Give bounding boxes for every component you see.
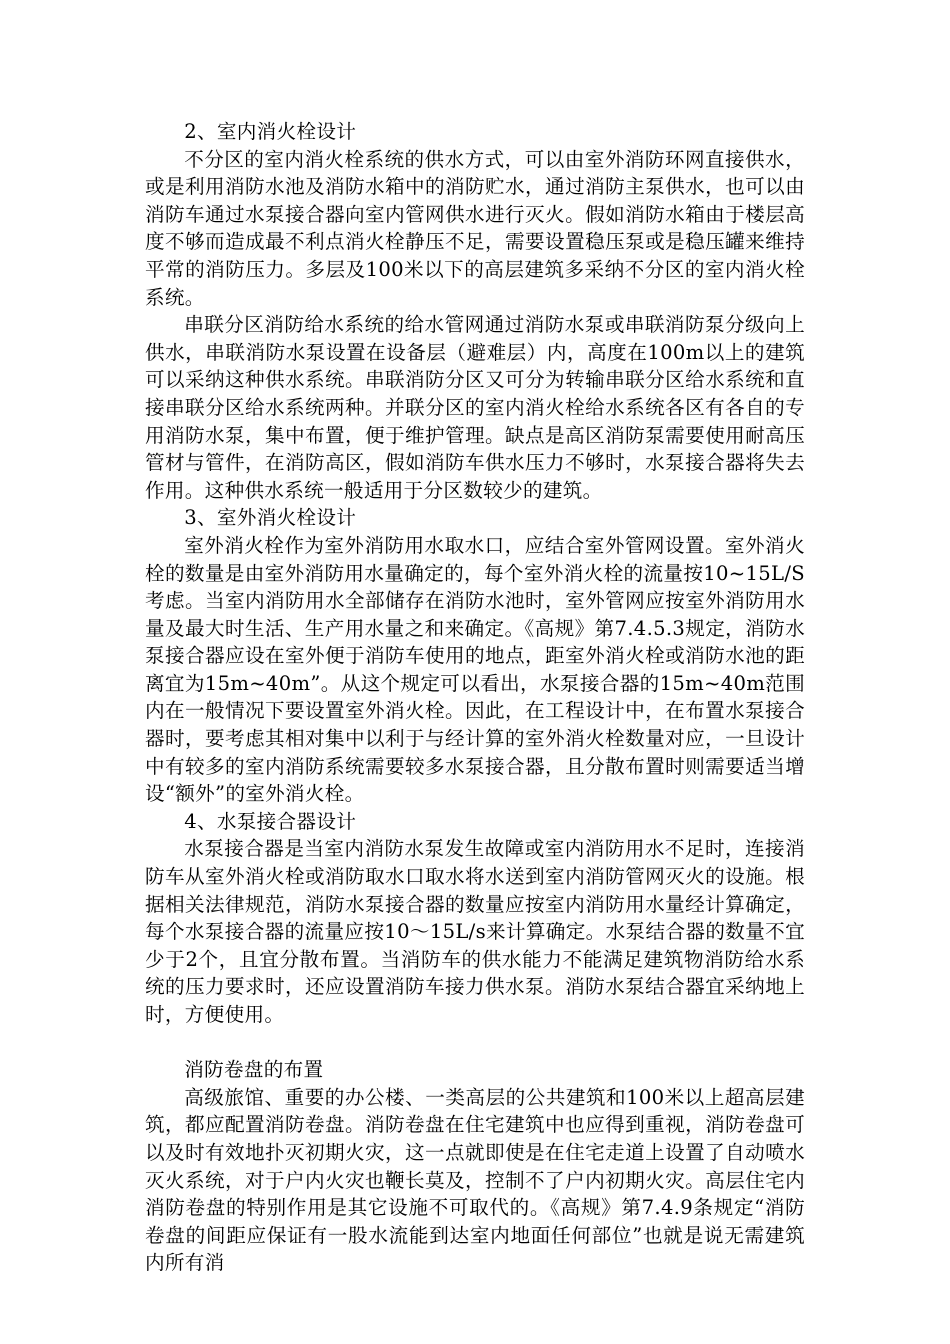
paragraph-non-zoned-system: 不分区的室内消火栓系统的供水方式，可以由室外消防环网直接供水，或是利用消防水池及消防水箱中的消防贮水，通过消防主泵供水，也可以由消防车通过水泵接合器向室内管网供水进行灭火。假如消防水箱由于楼层高度不够而造成最不利点消火栓静压不足，需要设置稳压泵或是稳压罐来维持平常的消防压力。多层及100米以下的高层建筑多采纳不分区的室内消火栓系统。 bbox=[145, 147, 805, 309]
paragraph-outdoor-hydrant: 室外消火栓作为室外消防用水取水口，应结合室外管网设置。室外消火栓的数量是由室外消防用水量确定的，每个室外消火栓的流量按10~15L/S考虑。当室内消防用水全部储存在消防水池时，室外管网应按室外消防用水量及最大时生活、生产用水量之和来确定。《高规》第7.4.5.3规定，消防水泵接合器应设在室外便于消防车使用的地点，距室外消火栓或消防水池的距离宜为15m~40m”。从这个规定可以看出，水泵接合器的15m~40m范围内在一般情况下要设置室外消火栓。因此，在工程设计中，在布置水泵接合器时，要考虑其相对集中以利于与经计算的室外消火栓数量对应，一旦设计中有较多的室内消防系统需要较多水泵接合器，且分散布置时则需要适当增设“额外”的室外消火栓。 bbox=[145, 533, 805, 806]
section-heading-hose-reel: 消防卷盘的布置 bbox=[184, 1058, 324, 1082]
paragraph-pump-adapter: 水泵接合器是当室内消防水泵发生故障或室内消防用水不足时，连接消防车从室外消火栓或消防取水口取水将水送到室内消防管网灭火的设施。根据相关法律规范，消防水泵接合器的数量应按室内消防用水量经计算确定，每个水泵接合器的流量应按10～15L/s来计算确定。水泵结合器的数量不宜少于2个，且宜分散布置。当消防车的供水能力不能满足建筑物消防给水系统的压力要求时，还应设置消防车接力供水泵。消防水泵结合器宜采纳地上时，方便使用。 bbox=[145, 837, 805, 1026]
blank-line bbox=[145, 1029, 805, 1057]
document-body bbox=[145, 118, 805, 1277]
section-heading-pump-adapter: 4、水泵接合器设计 bbox=[184, 809, 357, 833]
paragraph-series-zoned-system: 串联分区消防给水系统的给水管网通过消防水泵或串联消防泵分级向上供水，串联消防水泵设置在设备层（避难层）内，高度在100m以上的建筑可以采纳这种供水系统。串联消防分区又可分为转输串联分区给水系统和直接串联分区给水系统两种。并联分区的室内消火栓给水系统各区有各自的专用消防水泵，集中布置，便于维护管理。缺点是高区消防泵需要使用耐高压管材与管件，在消防高区，假如消防车供水压力不够时，水泵接合器将失去作用。这种供水系统一般适用于分区数较少的建筑。 bbox=[145, 313, 805, 502]
section-heading-indoor-hydrant: 2、室内消火栓设计 bbox=[184, 120, 357, 143]
paragraph-hose-reel: 高级旅馆、重要的办公楼、一类高层的公共建筑和100米以上超高层建筑，都应配置消防卷盘。消防卷盘在住宅建筑中也应得到重视，消防卷盘可以及时有效地扑灭初期火灾，这一点就即使是在住宅走道上设置了自动喷水灭火系统，对于户内火灾也鞭长莫及，控制不了户内初期火灾。高层住宅内消防卷盘的特别作用是其它设施不可取代的。《高规》第7.4.9条规定“消防卷盘的间距应保证有一股水流能到达室内地面任何部位”也就是说无需建筑内所有消 bbox=[145, 1085, 805, 1275]
section-heading-outdoor-hydrant: 3、室外消火栓设计 bbox=[184, 506, 357, 530]
